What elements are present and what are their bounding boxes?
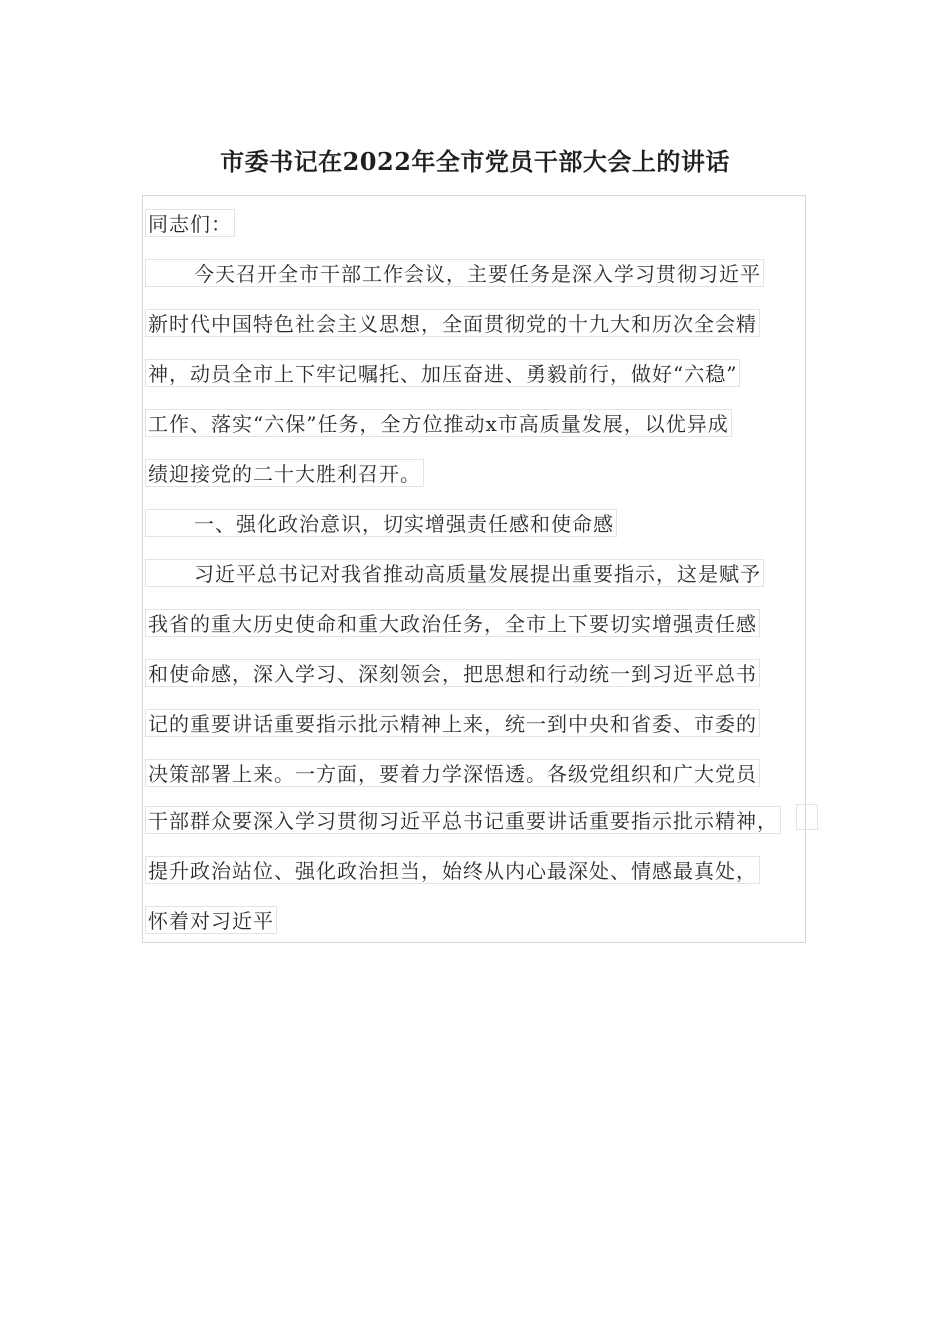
overflow-box xyxy=(796,804,818,830)
paragraph-2-line-7: 提升政治站位、强化政治担当，始终从内心最深处、情感最真处， xyxy=(145,856,760,884)
paragraph-2-line-8: 怀着对习近平 xyxy=(145,906,277,934)
paragraph-2-line-4: 记的重要讲话重要指示批示精神上来，统一到中央和省委、市委的 xyxy=(145,709,760,737)
document-title: 市委书记在2022年全市党员干部大会上的讲话 xyxy=(220,147,730,176)
paragraph-2-line-3: 和使命感，深入学习、深刻领会，把思想和行动统一到习近平总书 xyxy=(145,659,760,687)
paragraph-1-line-5: 绩迎接党的二十大胜利召开。 xyxy=(145,459,424,487)
paragraph-1-line-4: 工作、落实“六保”任务，全方位推动x市高质量发展，以优异成 xyxy=(145,409,732,437)
paragraph-2-line-1: 习近平总书记对我省推动高质量发展提出重要指示，这是赋予 xyxy=(145,559,764,587)
section-heading-1: 一、强化政治意识，切实增强责任感和使命感 xyxy=(145,509,617,537)
paragraph-1-line-1: 今天召开全市干部工作会议，主要任务是深入学习贯彻习近平 xyxy=(145,259,764,287)
paragraph-1-line-3: 神，动员全市上下牢记嘱托、加压奋进、勇毅前行，做好“六稳” xyxy=(145,359,740,387)
paragraph-2-line-6: 干部群众要深入学习贯彻习近平总书记重要讲话重要指示批示精神， xyxy=(145,806,781,834)
salutation: 同志们： xyxy=(145,209,235,237)
paragraph-2-line-5: 决策部署上来。一方面，要着力学深悟透。各级党组织和广大党员 xyxy=(145,759,760,787)
paragraph-1-line-2: 新时代中国特色社会主义思想，全面贯彻党的十九大和历次全会精 xyxy=(145,309,760,337)
paragraph-2-line-2: 我省的重大历史使命和重大政治任务，全市上下要切实增强责任感 xyxy=(145,609,760,637)
